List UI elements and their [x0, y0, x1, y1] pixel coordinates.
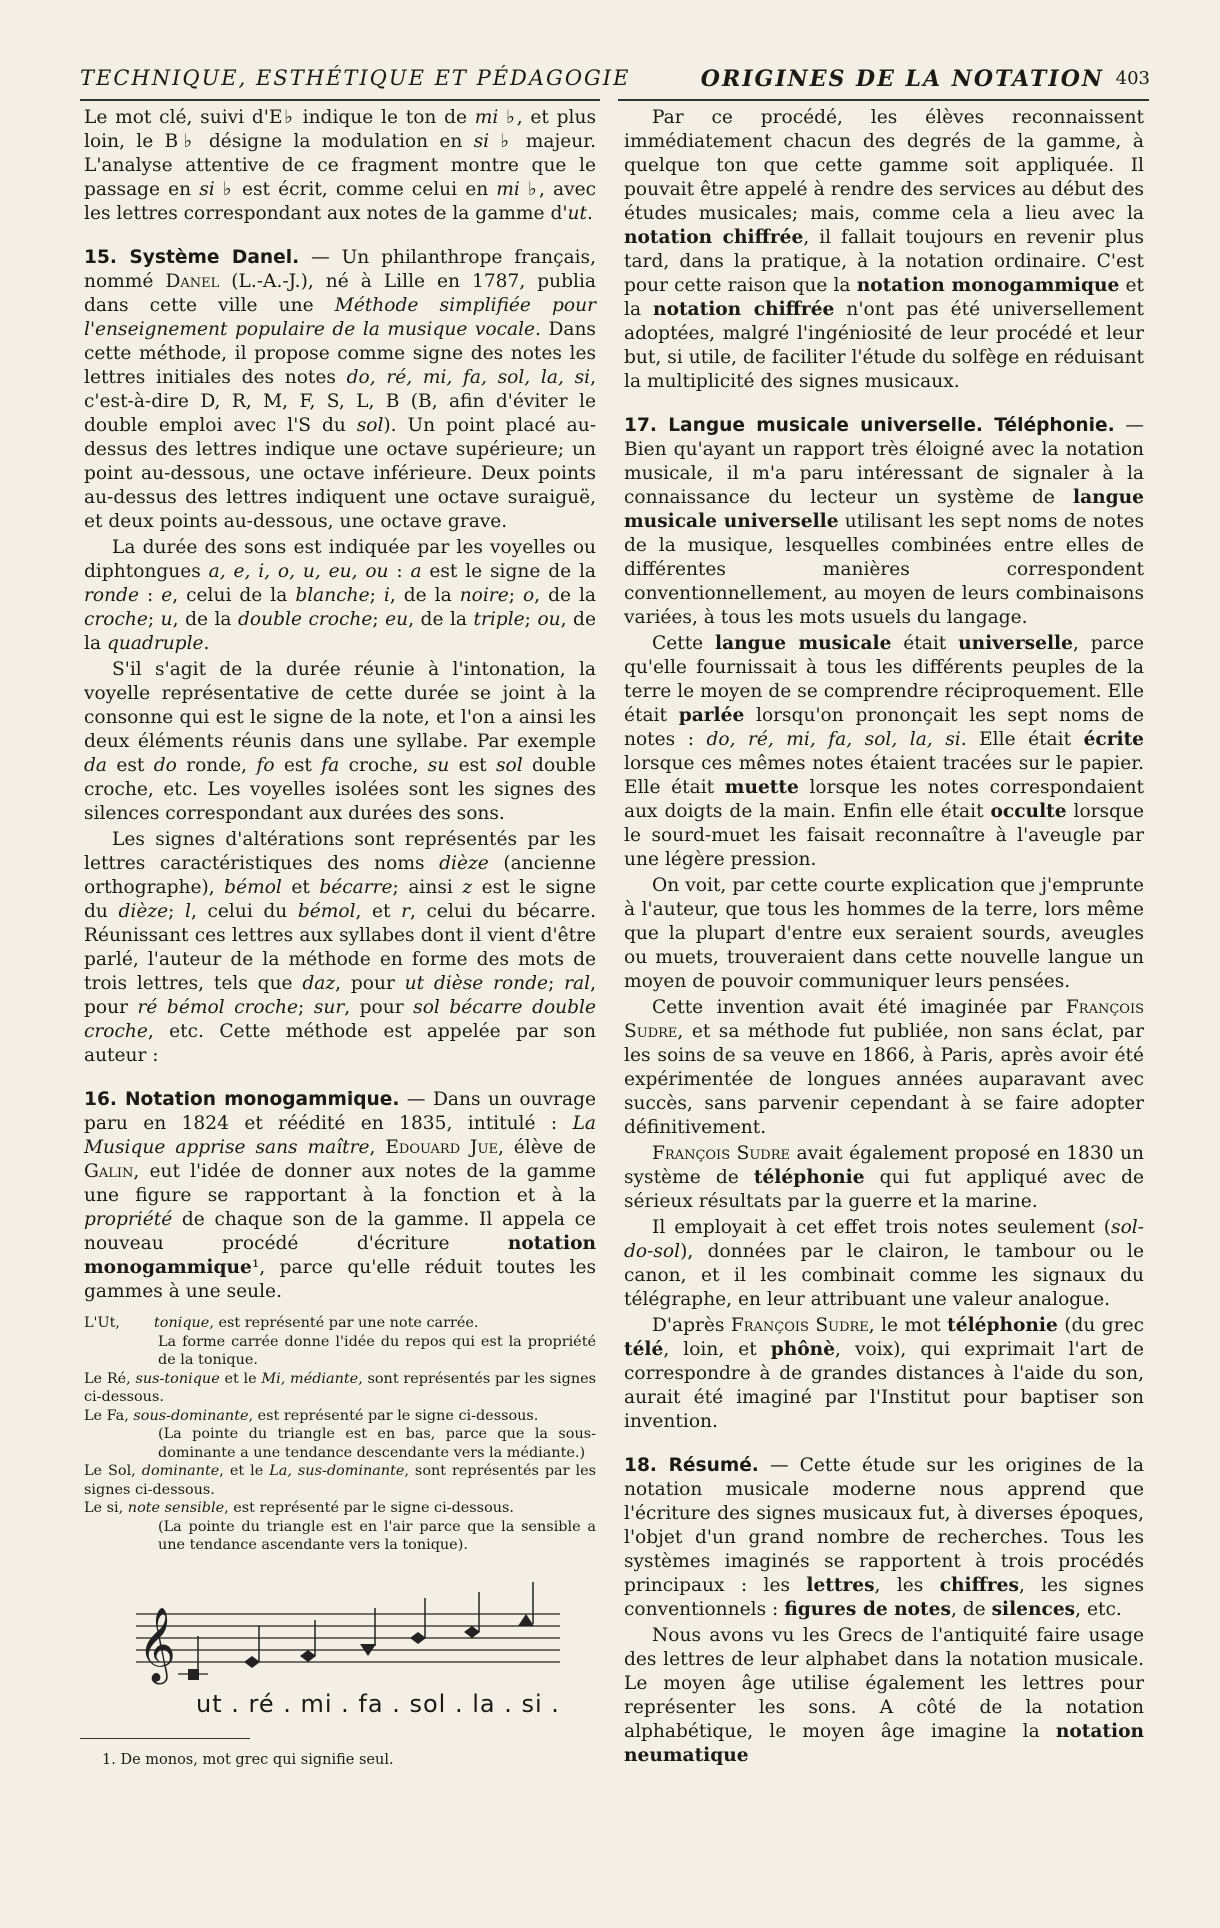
monogammic-list [84, 1314, 596, 1555]
list-note: (La pointe du triangle est en l'air parce que la sensible a une tendance ascendante vers la tonique). [158, 1518, 596, 1553]
list-item: Le Ré, sus-tonique et le Mi, médiante, sont représentés par les signes ci-dessous. [84, 1370, 596, 1405]
section-18: 18. Résumé. — Cette étude sur les origines de la notation musicale moderne nous apprend que l'écriture des signes musicaux fut, à diverses époques, l'objet d'un grand nombre de recherches. Tous les systèmes imaginés se rapportent à trois procédés principaux : les lettres, les chiffres, les signes conventionnels : figures de notes, de silences, etc. [624, 1455, 1144, 1620]
footnote: 1. De monos, mot grec qui signifie seul. [102, 1752, 394, 1768]
section-17-title: 17. Langue musicale universelle. Téléphonie. [624, 415, 1115, 436]
paragraph-15-alterations: Les signes d'altérations sont représentés par les lettres caractéristiques des noms dièze (ancienne orthographe), bémol et bécarre; ainsi z est le signe du dièze; l, celui du bémol, et r, celui du bécarre. Réunissant ces lettres aux syllabes dont il vient d'être parlé, l'auteur de la méthode en forme des mots de trois lettres, tels que daz, pour ut dièse ronde; ral, pour ré bémol croche; sur, pour sol bécarre double croche, etc. Cette méthode est appelée par son auteur : [84, 829, 597, 1066]
note-names-label: ut . ré . mi . fa . sol . la . si . [196, 1690, 560, 1718]
paragraph-17-sudre: Cette invention avait été imaginée par François Sudre, et sa méthode fut publiée, non sans éclat, par les soins de sa veuve en 1866, à Paris, après avoir été expérimentée de longues années auparavant avec succès, sans parvenir cependant à se faire adopter définitivement. [624, 997, 1144, 1138]
left-column [84, 106, 596, 1555]
section-15: 15. Système Danel. — Un philanthrope français, nommé Danel (L.-A.-J.), né à Lille en 1787, publia dans cette ville une Méthode simplifiée pour l'enseignement populaire de la musique vocale. Dans cette méthode, il propose comme signe des notes les lettres initiales des notes do, ré, mi, fa, sol, la, si, c'est-à-dire D, R, M, F, S, L, B (B, afin d'éviter le double emploi avec l'S du sol). Un point placé au-dessus des lettres indique une octave supérieure; un point au-dessous, une octave inférieure. Deux points au-dessus des lettres indiquent une octave suraiguë, et deux points au-dessous, une octave grave. [84, 247, 596, 532]
paragraph-15-syllables: S'il s'agit de la durée réunie à l'intonation, la voyelle représentative de cette durée se joint à la consonne qui est le signe de la note, et l'on a ainsi les deux éléments réunis dans une syllabe. Par exemple da est do ronde, fo est fa croche, su est sol double croche, etc. Les voyelles isolées sont les signes des silences correspondant aux durées des sons. [84, 659, 596, 824]
right-column [624, 106, 1144, 1768]
note-sol [410, 1598, 426, 1644]
list-item: L'Ut, tonique, est représenté par une note carrée. [84, 1315, 479, 1331]
section-15-title: 15. Système Danel. [84, 247, 300, 268]
header-left: TECHNIQUE, ESTHÉTIQUE ET PÉDAGOGIE [80, 66, 631, 90]
treble-clef-icon [138, 1608, 176, 1685]
list-item: Le si, note sensible, est représenté par le signe ci-dessous. [84, 1500, 514, 1516]
section-16: 16. Notation monogammique. — Dans un ouvrage paru en 1824 et réédité en 1835, intitulé : La Musique apprise sans maître, Edouard Jue, élève de Galin, eut l'idée de donner aux notes de la gamme une figure se rapportant à la fonction et à la propriété de chaque son de la gamme. Il appela ce nouveau procédé d'écriture notation monogammique¹, parce qu'elle réduit toutes les gammes à une seule. [84, 1089, 597, 1302]
monogammic-staff-figure [136, 1574, 560, 1734]
header-right: ORIGINES DE LA NOTATION [700, 66, 1104, 92]
note-fa-triangle-down [360, 1608, 376, 1656]
footnote-rule [80, 1738, 250, 1739]
note-si-triangle-up [518, 1582, 534, 1626]
section-17: 17. Langue musicale universelle. Téléphonie. — Bien qu'ayant un rapport très éloigné avec la notation musicale, il m'a paru intéressant de signaler à la connaissance du lecteur un système de langue musicale universelle utilisant les sept noms de notes de la musique, lesquelles combinées entre elles de différentes manières correspondent conventionnellement, au moyen de leurs combinaisons variées, à tous les mots usuels du langage. [624, 415, 1144, 628]
header-rule-left [80, 99, 600, 101]
section-18-title: 18. Résumé. [624, 1455, 759, 1476]
paragraph-17-telephonie: François Sudre avait également proposé en 1830 un système de téléphonie qui fut appliqué avec de sérieux résultats par la guerre et la marine. [624, 1143, 1144, 1212]
paragraph-18-history: Nous avons vu les Grecs de l'antiquité faire usage des lettres de leur alphabet dans la notation musicale. Le moyen âge utilise également les lettres pour représenter les sons. A côté de la notation alphabétique, le moyen âge imagine la notation neumatique [624, 1625, 1144, 1766]
list-note: (La pointe du triangle est en bas, parce que la sous-dominante a une tendance descendante vers la médiante.) [158, 1426, 596, 1461]
paragraph-17-signals: Il employait à cet effet trois notes seulement (sol-do-sol), données par le clairon, le tambour ou le canon, et il les combinait comme les signaux du télégraphe, en leur attribuant une valeur analogue. [624, 1217, 1144, 1310]
running-header [80, 66, 1150, 100]
list-item: Le Sol, dominante, et le La, sus-dominante, sont représentés par les signes ci-dessous. [84, 1463, 596, 1498]
paragraph-17-universal: Cette langue musicale était universelle, parce qu'elle fournissait à tous les différents peuples de la terre le moyen de se comprendre réciproquement. Elle était parlée lorsqu'on prononçait les sept noms de notes : do, ré, mi, fa, sol, la, si. Elle était écrite lorsque ces mêmes notes étaient tracées sur le papier. Elle était muette lorsque les notes correspondaient aux doigts de la main. Enfin elle était occulte lorsque le sourd-muet les faisait reconnaître à l'aveugle par une légère pression. [624, 633, 1145, 870]
note-ut-square [178, 1636, 208, 1680]
page-number: 403 [1115, 68, 1150, 89]
paragraph-17-explanation: On voit, par cette courte explication que j'emprunte à l'auteur, que tous les hommes de la terre, lors même que la plupart d'entre eux seraient sourds, aveugles ou muets, trouveraient dans cette nouvelle langue un moyen de pouvoir communiquer leurs pensées. [624, 875, 1144, 992]
svg-text:𝄞: 𝄞 [138, 1608, 176, 1682]
note-re [244, 1626, 260, 1668]
list-item: Le Fa, sous-dominante, est représenté par le signe ci-dessous. [84, 1407, 539, 1424]
section-16-title: 16. Notation monogammique. [84, 1089, 400, 1110]
paragraph-17-etymology: D'après François Sudre, le mot téléphonie (du grec télé, loin, et phônè, voix), qui exprimait l'art de correspondre à de grandes distances à l'aide du son, aurait été imaginé par l'Institut pour baptiser son invention. [624, 1315, 1144, 1432]
note-la [464, 1592, 480, 1638]
paragraph-continuation: Par ce procédé, les élèves reconnaissent immédiatement chacun des degrés de la gamme, à quelque ton que cette gamme soit appliquée. Il pouvait être appelé à rendre des services au début des études musicales; mais, comme cela a lieu avec la notation chiffrée, il fallait toujours en revenir plus tard, dans la pratique, à la notation ordinaire. C'est pour cette raison que la notation monogammique et la notation chiffrée n'ont pas été universellement adoptées, malgré l'ingéniosité de leur procédé et leur but, si utile, de faciliter l'étude du solfège en réduisant la multiplicité des signes musicaux. [624, 107, 1144, 392]
list-note: La forme carrée donne l'idée du repos qui est la propriété de la tonique. [158, 1333, 596, 1368]
paragraph-intro: Le mot clé, suivi d'E♭ indique le ton de mi ♭, et plus loin, le B♭ désigne la modulation en si ♭ majeur. L'analyse attentive de ce fragment montre que le passage en si ♭ est écrit, comme celui en mi ♭, avec les lettres correspondant aux notes de la gamme d'ut. [84, 107, 597, 224]
header-rule-right [618, 99, 1149, 101]
staff-svg [136, 1574, 560, 1694]
paragraph-15-durations: La durée des sons est indiquée par les voyelles ou diphtongues a, e, i, o, u, eu, ou : a est le signe de la ronde : e, celui de la blanche; i, de la noire; o, de la croche; u, de la double croche; eu, de la triple; ou, de la quadruple. [84, 537, 596, 654]
